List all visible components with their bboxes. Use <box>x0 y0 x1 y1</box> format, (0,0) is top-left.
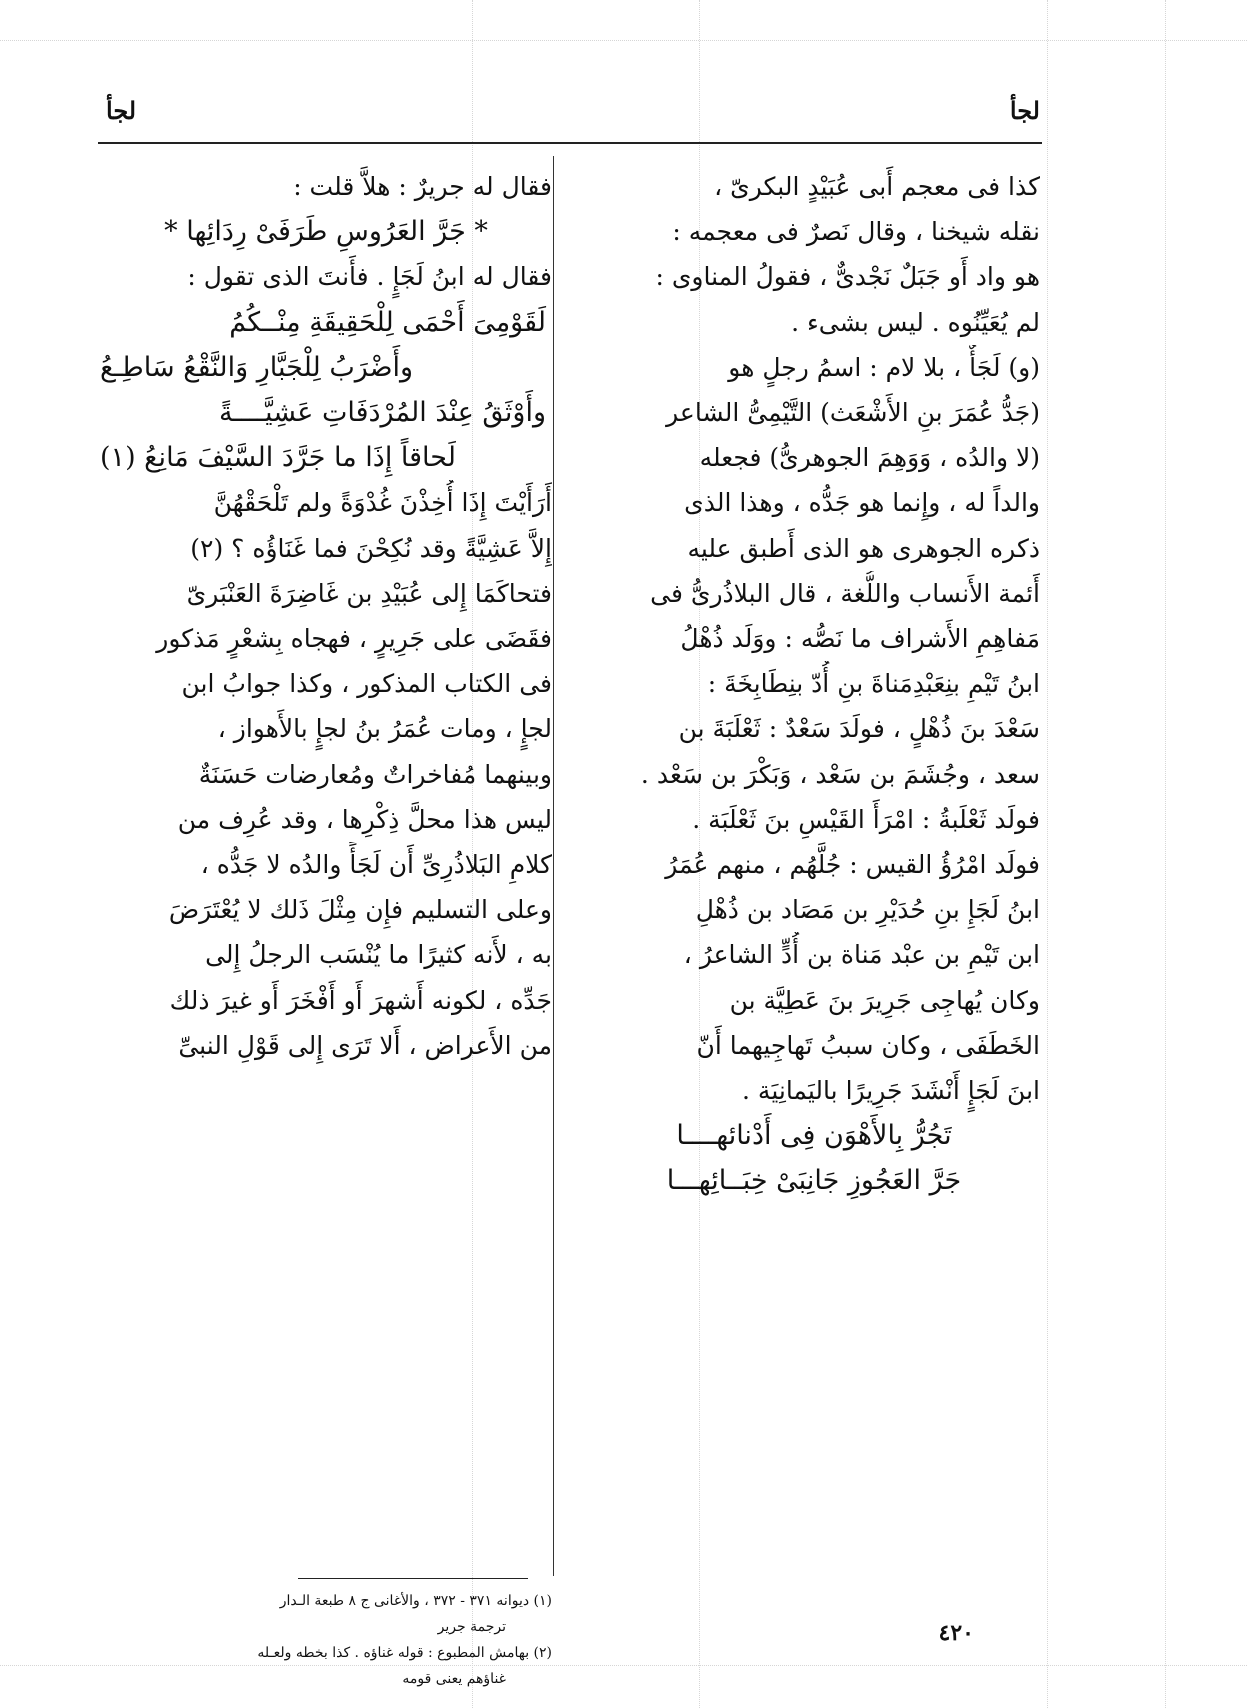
text-line: إِلاَّ عَشِيَّةً وقد نُكِحْنَ فما غَنَاؤُه ؟ (٢) <box>190 533 552 563</box>
text-line: ابنُ تَيْمِ بنِعَبْدِمَناةَ بنِ أُدّ بنِطَابِخَةَ : <box>707 669 1040 699</box>
text-line: نقله شيخنا ، وقال نَصرٌ فى معجمه : <box>672 217 1040 247</box>
guide-line <box>0 40 1247 41</box>
text-line: به ، لأَنه كثيرًا ما يُنْسَب الرجلُ إِلى <box>205 940 552 970</box>
text-line: كلامِ البَلاذُرِىِّ أَن لَجَأً والدُه لا جَدُّه ، <box>200 850 552 880</box>
text-line: سَعْدَ بنَ ذُهْلٍ ، فولَدَ سَعْدٌ : ثَعْلَبَةَ بن <box>678 714 1040 744</box>
text-line: من الأَعراض ، أَلا تَرَى إِلى قَوْلِ النبىِّ <box>178 1030 552 1060</box>
verse-line: وأَضْرَبُ لِلْجَبَّارِ وَالنَّقْعُ سَاطِـعُ <box>100 351 414 383</box>
verse-line: جَرَّ العَجُوزِ جَانِبَىْ خِبَــائِهـــا <box>666 1165 962 1197</box>
text-line: (لا والدُه ، وَوَهِمَ الجوهرىُّ) فجعله <box>699 443 1040 473</box>
text-line: ليس هذا محلَّ ذِكْرِها ، وقد عُرِف من <box>177 804 552 834</box>
text-line: وكان يُهاجِى جَرِيرَ بنَ عَطِيَّة بن <box>729 985 1040 1015</box>
text-line: هو واد أَو جَبَلٌ نَجْدىٌّ ، فقولُ المناوى : <box>655 262 1040 292</box>
header-rule <box>98 142 1042 144</box>
verse-line: لَقَوْمِىَ أَحْمَى لِلْحَقِيقَةِ مِنْــكُمُ <box>229 306 546 338</box>
verse-line: لَحاقاً إِذَا ما جَرَّدَ السَّيْفَ مَانِعُ (١) <box>100 442 456 474</box>
verse-line: * جَرَّ العَرُوسِ طَرَفَىْ رِدَائِها * <box>164 216 488 248</box>
text-line: فقال له ابنُ لَجَإٍ . فأَنتَ الذى تقول : <box>187 262 552 292</box>
text-line: الخَطَفَى ، وكان سببُ تَهاجِيهما أَنّ <box>696 1030 1040 1060</box>
running-head-right: لجأ <box>1009 96 1040 125</box>
text-line: مَفاهِمِ الأَشراف ما نَصُّه : ووَلَد ذُهْلُ <box>680 624 1040 654</box>
text-line: (و) لَجَأٌ ، بلا لام : اسمُ رجلٍ هو <box>728 352 1040 382</box>
text-line: وبينهما مُفاخراتٌ ومُعارضات حَسَنَةٌ <box>198 759 552 789</box>
right-text-column <box>588 164 1040 1204</box>
text-line: أَئمة الأَنساب واللُّغة ، قال البلاذُرىُّ فى <box>650 578 1040 608</box>
text-line: لجإٍ ، ومات عُمَرُ بنُ لجإٍ بالأَهواز ، <box>217 714 552 744</box>
text-line: فولَد ثَعْلَبةُ : امْرَأَ القَيْسِ بنَ ثَعْلَبَة . <box>692 804 1040 834</box>
text-line: فولَد امْرُؤُ القيس : جُلَّهُم ، منهم عُمَرُ <box>665 850 1040 880</box>
guide-line <box>1165 0 1166 1708</box>
footnote-line: (١) ديوانه ٣٧١ - ٣٧٢ ، والأغانى ج ٨ طبعة الـدار <box>279 1593 552 1609</box>
verse-line: تَجُرُّ بِالأَهْوَن فِى أَدْنائهــــا <box>676 1120 952 1152</box>
text-line: ابنُ لَجَإِ بنِ حُدَيْرِ بن مَصَاد بن ذُهْلِ <box>695 895 1040 925</box>
text-line: فقَضَى على جَرِيرٍ ، فهجاه بِشعْرٍ مَذكور <box>156 624 552 654</box>
text-line: فى الكتاب المذكور ، وكذا جوابُ ابن <box>181 669 552 699</box>
text-line: جَدِّه ، لكونه أَشهرَ أَو أَفْخَرَ أَو غيرَ ذلك <box>169 985 552 1015</box>
book-page <box>70 70 1070 1687</box>
left-text-column <box>100 164 552 1068</box>
text-line: فتحاكَمَا إِلى عُبَيْدِ بن غَاضِرَةَ العَنْبَرىّ <box>186 578 552 608</box>
text-line: ابنَ لَجَإٍ أَنْشَدَ جَرِيرًا باليَمانِيَة . <box>742 1076 1040 1106</box>
footnote-rule <box>298 1578 528 1579</box>
text-line: سعد ، وجُشَمَ بن سَعْد ، وَبَكْرَ بن سَعْد . <box>640 759 1040 789</box>
text-line: أَرَأَيْتَ إِذَا أُخِذْنَ غُدْوَةً ولم تَلْحَقْهُنَّ <box>213 488 552 518</box>
text-line: لم يُعَيِّنُوه . ليس بشىء . <box>791 307 1040 337</box>
page-number: ٤٢٠ <box>938 1620 974 1646</box>
verse-line: وأَوْثَقُ عِنْدَ المُرْدَفَاتِ عَشِيَّــــةً <box>218 397 546 429</box>
footnotes <box>100 1588 552 1692</box>
text-line: (جَدُّ عُمَرَ بنِ الأَشْعَث) التَّيْمِىُّ الشاعر <box>666 398 1040 428</box>
running-head-left: لجأ <box>106 96 137 125</box>
column-divider <box>553 156 554 1576</box>
text-line: ابن تَيْمِ بن عبْد مَناة بن أُدٍّ الشاعرُ ، <box>683 940 1040 970</box>
text-line: ذكره الجوهرى هو الذى أَطبق عليه <box>687 533 1040 563</box>
text-line: والداً له ، وإِنما هو جَدُّه ، وهذا الذى <box>684 488 1040 518</box>
text-line: وعلى التسليم فإِن مِثْلَ ذَلك لا يُعْتَرَضَ <box>168 895 552 925</box>
footnote-line: ترجمة جرير <box>437 1619 506 1635</box>
footnote-line: (٢) بهامش المطبوع : قوله غناؤه . كذا بخطه ولعـله <box>257 1645 552 1661</box>
text-line: كذا فى معجم أَبى عُبَيْدٍ البكرىّ ، <box>714 172 1040 201</box>
footnote-line: غناؤهم يعنى قومه <box>402 1671 506 1687</box>
text-line: فقال له جريرٌ : هلاَّ قلت : <box>293 172 552 201</box>
